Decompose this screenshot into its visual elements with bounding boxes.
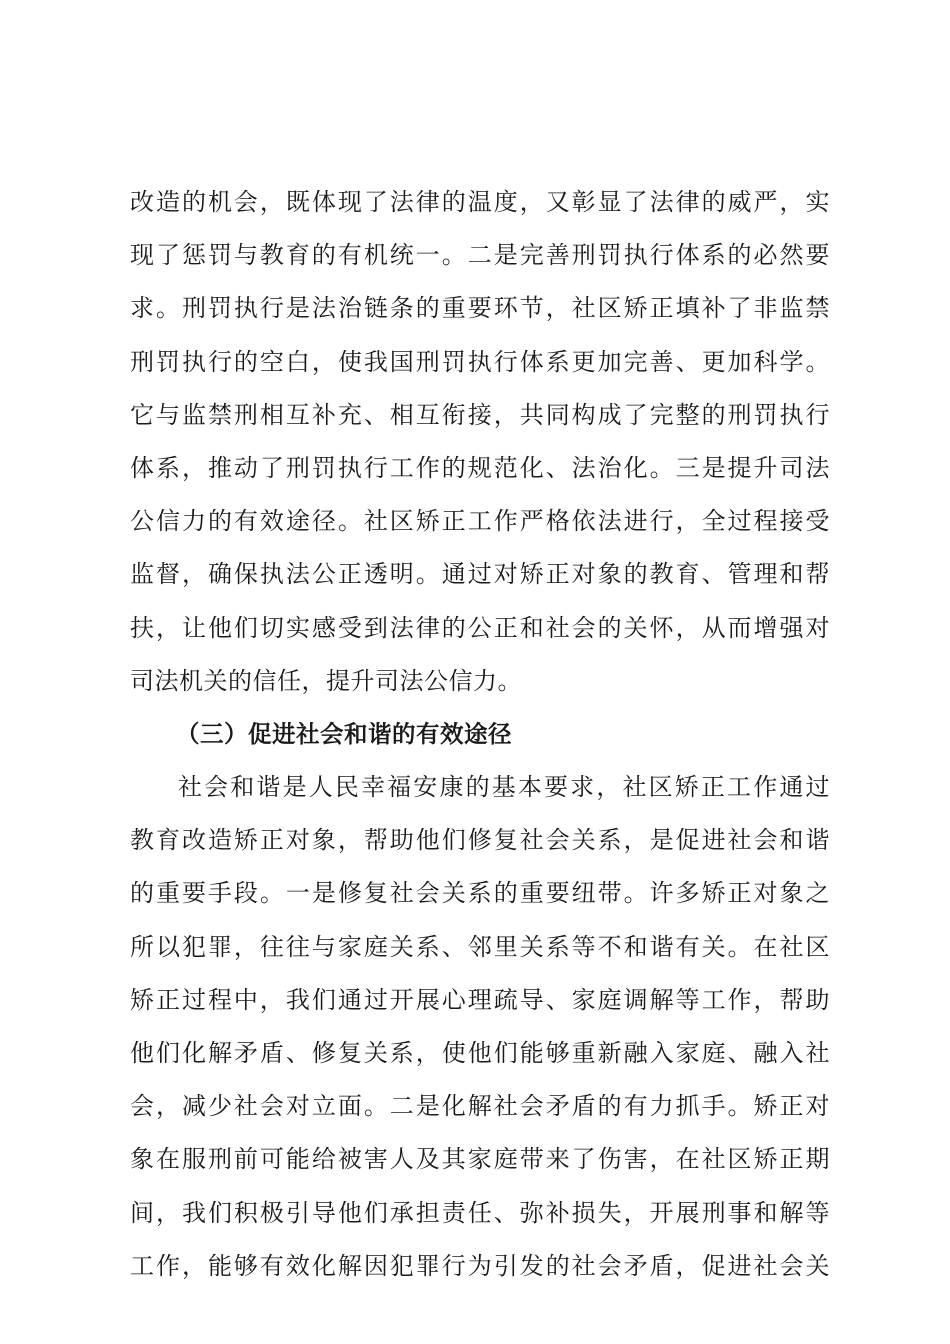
text-line: 矫正过程中，我们通过开展心理疏导、家庭调解等工作，帮助 (130, 985, 830, 1014)
text-line: 刑罚执行的空白，使我国刑罚执行体系更加完善、更加科学。 (130, 347, 830, 376)
text-line: 监督，确保执法公正透明。通过对矫正对象的教育、管理和帮 (130, 560, 830, 589)
text-line: 社会和谐是人民幸福安康的基本要求，社区矫正工作通过 (178, 773, 830, 802)
text-line: 会，减少社会对立面。二是化解社会矛盾的有力抓手。矫正对 (130, 1092, 830, 1121)
text-line: 象在服刑前可能给被害人及其家庭带来了伤害，在社区矫正期 (130, 1145, 830, 1174)
text-line: 现了惩罚与教育的有机统一。二是完善刑罚执行体系的必然要 (130, 241, 830, 270)
text-line: 改造的机会，既体现了法律的温度，又彰显了法律的威严，实 (130, 188, 830, 216)
text-line: 司法机关的信任，提升司法公信力。 (130, 666, 522, 695)
text-line: 体系，推动了刑罚执行工作的规范化、法治化。三是提升司法 (130, 453, 830, 482)
text-line: 公信力的有效途径。社区矫正工作严格依法进行，全过程接受 (130, 507, 830, 536)
text-line: 所以犯罪，往往与家庭关系、邻里关系等不和谐有关。在社区 (130, 932, 830, 961)
text-line: 他们化解矛盾、修复关系，使他们能够重新融入家庭、融入社 (130, 1039, 830, 1067)
section-heading: （三）促进社会和谐的有效途径 (176, 719, 512, 748)
paragraph-2 (130, 761, 830, 1293)
document-body (130, 176, 830, 1293)
text-line: 间，我们积极引导他们承担责任、弥补损失，开展刑事和解等 (130, 1198, 830, 1227)
text-line: 扶，让他们切实感受到法律的公正和社会的关怀，从而增强对 (130, 613, 830, 642)
text-line: 教育改造矫正对象，帮助他们修复社会关系，是促进社会和谐 (130, 826, 830, 855)
text-line: 工作，能够有效化解因犯罪行为引发的社会矛盾，促进社会关 (130, 1251, 830, 1280)
paragraph-1 (130, 176, 830, 708)
text-line: 它与监禁刑相互补充、相互衔接，共同构成了完整的刑罚执行 (130, 400, 830, 429)
text-line: 的重要手段。一是修复社会关系的重要纽带。许多矫正对象之 (130, 879, 830, 908)
text-line: 求。刑罚执行是法治链条的重要环节，社区矫正填补了非监禁 (130, 294, 830, 323)
